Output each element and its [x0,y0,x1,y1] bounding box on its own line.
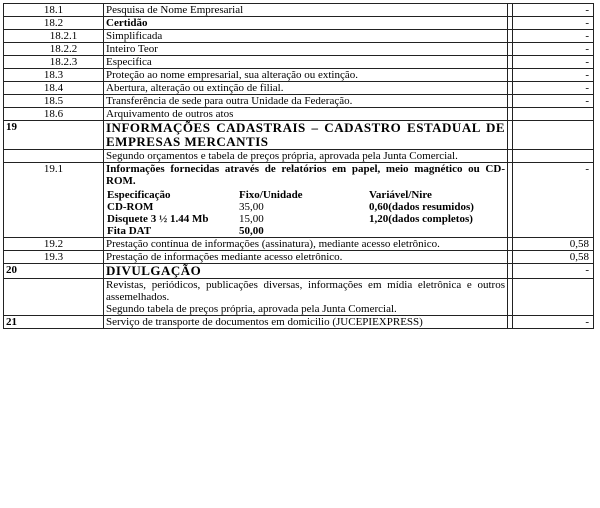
section-row [4,121,594,150]
item-description: Inteiro Teor [104,43,508,56]
section-title: INFORMAÇÕES CADASTRAIS – CADASTRO ESTADUAL DE EMPRESAS MERCANTIS [104,121,508,150]
item-value: - [513,43,594,56]
subtable-header: Especificação [107,189,171,201]
item-number: 19.1 [4,163,104,238]
item-description: Pesquisa de Nome Empresarial [104,4,508,17]
item-value [513,150,594,163]
item-value: - [513,17,594,30]
item-number: 18.2.1 [4,30,104,43]
item-value: - [513,4,594,17]
table-row [4,238,594,251]
item-value: - [513,95,594,108]
media-fixed-price: 50,00 [239,225,264,237]
media-fixed-price: 15,00 [239,213,264,225]
item-description: Transferência de sede para outra Unidade da Federação. [104,95,508,108]
item-value [513,121,594,150]
item-description: Prestação de informações mediante acesso eletrônico. [104,251,508,264]
item-description: Informações fornecidas através de relatórios em papel, meio magnético ou CD-ROM. [106,163,505,187]
fee-table [3,3,594,329]
section-note-line: Revistas, periódicos, publicações diversas, informações em mídia eletrônica e outros assemelhados. [106,279,505,303]
item-description: Especifica [104,56,508,69]
item-number: 19.3 [4,251,104,264]
media-name: Disquete 3 ½ 1.44 Mb [107,213,209,225]
media-variable-price: 1,20(dados completos) [369,213,473,225]
item-number: 18.6 [4,108,104,121]
section-row [4,264,594,279]
media-name: CD-ROM [107,201,154,213]
item-description: Simplificada [104,30,508,43]
table-row [4,43,594,56]
subtable-row [106,201,505,213]
media-name: Fita DAT [107,225,152,237]
media-variable-price [368,225,505,237]
item-number: 18.2 [4,17,104,30]
table-row [4,279,594,316]
media-variable-price: 0,60(dados resumidos) [369,201,474,213]
subtable-header: Variável/Nire [369,189,432,201]
item-value: - [513,316,594,329]
item-description-with-subtable [104,163,508,238]
item-description: Serviço de transporte de documentos em domicilio (JUCEPIEXPRESS) [104,316,508,329]
item-description: Certidão [104,17,508,30]
item-number: 18.5 [4,95,104,108]
item-number: 18.3 [4,69,104,82]
item-value: 0,58 [513,238,594,251]
item-number: 18.2.2 [4,43,104,56]
item-value: 0,58 [513,251,594,264]
item-value [513,279,594,316]
empty-cell [4,150,104,163]
item-number: 19.2 [4,238,104,251]
item-description: Prestação contínua de informações (assinatura), mediante acesso eletrônico. [104,238,508,251]
item-value: - [513,82,594,95]
media-price-subtable [106,189,505,237]
subtable-header: Fixo/Unidade [239,189,303,201]
section-note: Segundo orçamentos e tabela de preços própria, aprovada pela Junta Comercial. [104,150,508,163]
section-row [4,316,594,329]
table-row [4,82,594,95]
table-row [4,30,594,43]
section-number: 20 [4,264,104,279]
section-note [104,279,508,316]
fee-table-document [3,3,593,329]
table-row [4,56,594,69]
section-note-line: Segundo tabela de preços própria, aprovada pela Junta Comercial. [106,303,397,315]
empty-cell [4,279,104,316]
item-number: 18.1 [4,4,104,17]
table-row [4,150,594,163]
section-number: 21 [4,316,104,329]
subtable-row [106,225,505,237]
item-value: - [513,264,594,279]
section-number: 19 [4,121,104,150]
section-title: DIVULGAÇÃO [104,264,508,279]
subtable-header-row [106,189,505,201]
table-row [4,251,594,264]
table-row [4,69,594,82]
item-value: - [513,163,594,238]
table-row [4,4,594,17]
item-description: Abertura, alteração ou extinção de filial. [104,82,508,95]
table-row [4,17,594,30]
table-row [4,163,594,238]
media-fixed-price: 35,00 [239,201,264,213]
item-value: - [513,30,594,43]
table-row [4,95,594,108]
item-number: 18.4 [4,82,104,95]
table-row [4,108,594,121]
item-value [513,108,594,121]
subtable-row [106,213,505,225]
item-value: - [513,69,594,82]
item-description: Arquivamento de outros atos [104,108,508,121]
item-number: 18.2.3 [4,56,104,69]
item-value: - [513,56,594,69]
item-description: Proteção ao nome empresarial, sua alteração ou extinção. [104,69,508,82]
